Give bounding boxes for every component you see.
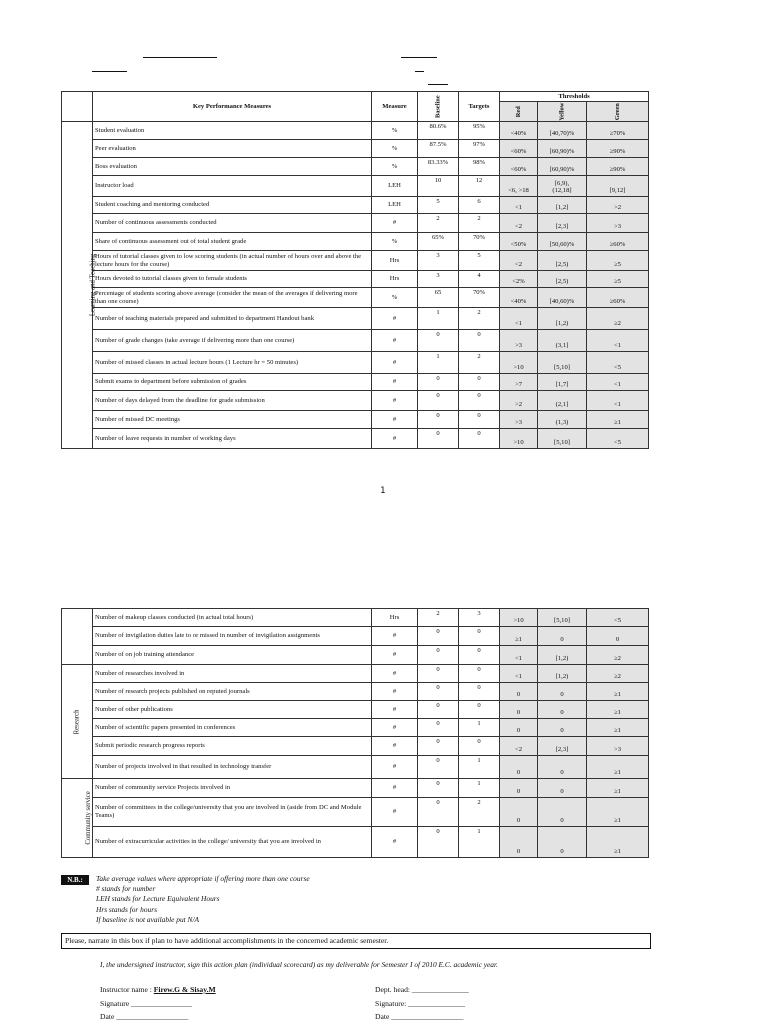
- target-cell: 2: [459, 214, 500, 233]
- yellow-threshold-cell: 0: [538, 701, 587, 719]
- kpm-cell: Number of days delayed from the deadline for grade submission: [93, 391, 372, 411]
- kpm-cell: Number of projects involved in that resulted in technology transfer: [93, 756, 372, 779]
- baseline-cell: 2: [418, 214, 459, 233]
- red-threshold-cell: >7: [500, 374, 538, 391]
- baseline-cell: 1: [418, 352, 459, 374]
- red-threshold-cell: <50%: [500, 233, 538, 251]
- measure-cell: %: [372, 122, 418, 140]
- measure-cell: #: [372, 683, 418, 701]
- red-threshold-cell: ≥1: [500, 627, 538, 646]
- green-threshold-cell: ≥90%: [587, 140, 649, 158]
- note-line: Take average values where appropriate if offering more than one course: [96, 874, 310, 883]
- kpm-cell: Number of makeup classes conducted (in actual total hours): [93, 609, 372, 627]
- category-text: Learning and Teaching: [89, 253, 97, 317]
- table-row: [62, 251, 649, 271]
- header-red: Red: [500, 102, 538, 122]
- kpm-cell: Number of missed classes in actual lecture hours (1 Lecture hr = 50 minutes): [93, 352, 372, 374]
- measure-cell: #: [372, 330, 418, 352]
- measure-cell: #: [372, 665, 418, 683]
- kpm-cell: Number of other publications: [93, 701, 372, 719]
- table-row: [62, 411, 649, 429]
- kpm-cell: Share of continuous assessment out of total student grade: [93, 233, 372, 251]
- green-threshold-cell: ≥5: [587, 271, 649, 288]
- target-cell: 0: [459, 701, 500, 719]
- measure-cell: #: [372, 798, 418, 827]
- baseline-cell: 0: [418, 627, 459, 646]
- kpi-table-page1: [61, 91, 649, 449]
- red-threshold-cell: >2: [500, 391, 538, 411]
- yellow-threshold-cell: [60,90)%: [538, 158, 587, 176]
- measure-cell: #: [372, 827, 418, 858]
- header-blank: [62, 92, 93, 122]
- dept-head-line: Dept. head: _______________: [375, 985, 469, 994]
- yellow-threshold-cell: [60,90)%: [538, 140, 587, 158]
- target-cell: 12: [459, 176, 500, 197]
- baseline-cell: 0: [418, 429, 459, 449]
- table-row: [62, 646, 649, 665]
- target-cell: 0: [459, 429, 500, 449]
- yellow-threshold-cell: [1,2): [538, 665, 587, 683]
- date-left: Date ___________________: [100, 1012, 189, 1021]
- red-threshold-cell: <1: [500, 646, 538, 665]
- green-threshold-cell: ≥2: [587, 665, 649, 683]
- yellow-threshold-cell: [40,60)%: [538, 288, 587, 308]
- green-threshold-cell: ≥60%: [587, 288, 649, 308]
- red-threshold-cell: <1: [500, 308, 538, 330]
- measure-cell: %: [372, 140, 418, 158]
- green-threshold-cell: >2: [587, 197, 649, 214]
- narrate-box[interactable]: Please, narrate in this box if plan to have additional accomplishments in the concerned academic semester.: [61, 933, 651, 949]
- yellow-threshold-cell: [40,70)%: [538, 122, 587, 140]
- green-threshold-cell: ≥1: [587, 756, 649, 779]
- table-row: [62, 665, 649, 683]
- yellow-threshold-cell: [5,10]: [538, 429, 587, 449]
- measure-cell: Hrs: [372, 271, 418, 288]
- note-line: If baseline is not available put N/A: [96, 914, 200, 924]
- table-row: [62, 122, 649, 140]
- red-threshold-cell: <1: [500, 665, 538, 683]
- target-cell: 5: [459, 251, 500, 271]
- baseline-cell: 2: [418, 609, 459, 627]
- kpm-cell: Number of community service Projects involved in: [93, 779, 372, 798]
- table-row: [62, 158, 649, 176]
- measure-cell: #: [372, 429, 418, 449]
- red-threshold-cell: <1: [500, 197, 538, 214]
- target-cell: 2: [459, 798, 500, 827]
- kpm-cell: Percentage of students scoring above average (consider the mean of the averages if delivering more than one course): [93, 288, 372, 308]
- baseline-cell: 0: [418, 779, 459, 798]
- yellow-threshold-cell: [1,2): [538, 646, 587, 665]
- declaration-text: I, the undersigned instructor, sign this action plan (individual scorecard) as my deliverable for Semester I of 2010 E.C. academic year.: [100, 960, 498, 969]
- red-threshold-cell: <60%: [500, 158, 538, 176]
- target-cell: 0: [459, 391, 500, 411]
- baseline-cell: 3: [418, 251, 459, 271]
- target-cell: 0: [459, 737, 500, 756]
- kpm-cell: Number of continuous assessments conducted: [93, 214, 372, 233]
- target-cell: 1: [459, 827, 500, 858]
- header-rule-5: [428, 84, 448, 85]
- yellow-threshold-cell: [5,10]: [538, 352, 587, 374]
- measure-cell: %: [372, 288, 418, 308]
- baseline-cell: 83.33%: [418, 158, 459, 176]
- table-row: [62, 756, 649, 779]
- baseline-cell: 0: [418, 411, 459, 429]
- target-cell: 3: [459, 609, 500, 627]
- green-threshold-cell: <5: [587, 429, 649, 449]
- kpm-cell: Number of scientific papers presented in conferences: [93, 719, 372, 737]
- measure-cell: #: [372, 737, 418, 756]
- target-cell: 6: [459, 197, 500, 214]
- table-row: [62, 233, 649, 251]
- category-text: Research: [73, 709, 81, 734]
- target-cell: 1: [459, 756, 500, 779]
- yellow-threshold-cell: [1,2]: [538, 197, 587, 214]
- target-cell: 0: [459, 330, 500, 352]
- header-rule-1: [143, 57, 217, 58]
- green-threshold-cell: <1: [587, 374, 649, 391]
- instructor-name: Firew.G & Sisay.M: [153, 985, 216, 994]
- category-label: [62, 665, 93, 779]
- measure-cell: #: [372, 701, 418, 719]
- yellow-threshold-cell: 0: [538, 756, 587, 779]
- yellow-threshold-cell: [2,5): [538, 271, 587, 288]
- kpm-cell: Submit periodic research progress reports: [93, 737, 372, 756]
- table-row: [62, 330, 649, 352]
- green-threshold-cell: ≥1: [587, 798, 649, 827]
- red-threshold-cell: 0: [500, 827, 538, 858]
- category-label: [62, 609, 93, 665]
- yellow-threshold-cell: 0: [538, 798, 587, 827]
- green-threshold-cell: <1: [587, 330, 649, 352]
- measure-cell: #: [372, 627, 418, 646]
- target-cell: 0: [459, 665, 500, 683]
- table-row: [62, 288, 649, 308]
- measure-cell: %: [372, 158, 418, 176]
- kpm-cell: Instructor load: [93, 176, 372, 197]
- baseline-cell: 0: [418, 374, 459, 391]
- table-row: [62, 779, 649, 798]
- kpm-cell: Number of grade changes (take average if delivering more than one course): [93, 330, 372, 352]
- header-rule-4: [415, 71, 424, 72]
- measure-cell: #: [372, 411, 418, 429]
- header-baseline: Baseline: [418, 92, 459, 122]
- header-rule-2: [401, 57, 437, 58]
- yellow-threshold-cell: [1,7]: [538, 374, 587, 391]
- yellow-threshold-cell: [5,10]: [538, 609, 587, 627]
- green-threshold-cell: ≥1: [587, 701, 649, 719]
- signature-right: Signature: _______________: [375, 999, 466, 1008]
- page-number: 1: [380, 486, 386, 496]
- red-threshold-cell: 0: [500, 719, 538, 737]
- yellow-threshold-cell: [50,60)%: [538, 233, 587, 251]
- table-row: [62, 798, 649, 827]
- header-thresholds: Thresholds: [500, 92, 649, 102]
- measure-cell: Hrs: [372, 251, 418, 271]
- table-row: [62, 374, 649, 391]
- green-threshold-cell: 0: [587, 627, 649, 646]
- kpm-cell: Number of researches involved in: [93, 665, 372, 683]
- target-cell: 97%: [459, 140, 500, 158]
- red-threshold-cell: >3: [500, 330, 538, 352]
- green-threshold-cell: ≥2: [587, 308, 649, 330]
- target-cell: 4: [459, 271, 500, 288]
- baseline-cell: 0: [418, 701, 459, 719]
- kpm-cell: Submit exams to department before submission of grades: [93, 374, 372, 391]
- table-row: [62, 429, 649, 449]
- signature-left: Signature ________________: [100, 999, 192, 1008]
- date-right: Date ___________________: [375, 1012, 464, 1021]
- table-row: [62, 214, 649, 233]
- target-cell: 2: [459, 352, 500, 374]
- kpm-cell: Number of leave requests in number of working days: [93, 429, 372, 449]
- kpm-cell: Boss evaluation: [93, 158, 372, 176]
- target-cell: 0: [459, 374, 500, 391]
- kpm-cell: Student coaching and mentoring conducted: [93, 197, 372, 214]
- kpm-cell: Number of on job training attendance: [93, 646, 372, 665]
- green-threshold-cell: <1: [587, 391, 649, 411]
- table-row: [62, 308, 649, 330]
- header-measure: Measure: [372, 92, 418, 122]
- red-threshold-cell: <2: [500, 251, 538, 271]
- target-cell: 70%: [459, 233, 500, 251]
- kpi-table-page2: [61, 608, 649, 858]
- note-line: LEH stands for Lecture Equivalent Hours: [96, 894, 220, 904]
- instructor-label: Instructor name :: [100, 985, 152, 994]
- yellow-threshold-cell: [2,3]: [538, 737, 587, 756]
- measure-cell: #: [372, 352, 418, 374]
- yellow-threshold-cell: [2,5): [538, 251, 587, 271]
- baseline-cell: 0: [418, 330, 459, 352]
- red-threshold-cell: 0: [500, 756, 538, 779]
- baseline-cell: 10: [418, 176, 459, 197]
- baseline-cell: 0: [418, 646, 459, 665]
- instructor-name-line: [100, 985, 216, 994]
- baseline-cell: 5: [418, 197, 459, 214]
- green-threshold-cell: ≥1: [587, 411, 649, 429]
- kpm-cell: Hours of tutorial classes given to low scoring students (in actual number of hours over and above the lecture hours for the course): [93, 251, 372, 271]
- kpm-cell: Number of committees in the college/university that you are involved in (aside from DC and Module Teams): [93, 798, 372, 827]
- baseline-cell: 0: [418, 798, 459, 827]
- table-row: [62, 737, 649, 756]
- red-threshold-cell: <2: [500, 214, 538, 233]
- nb-label: N.B.:: [61, 875, 89, 885]
- baseline-cell: 65: [418, 288, 459, 308]
- table-row: [62, 271, 649, 288]
- baseline-cell: 0: [418, 756, 459, 779]
- green-threshold-cell: ≥1: [587, 683, 649, 701]
- red-threshold-cell: <2%: [500, 271, 538, 288]
- red-threshold-cell: 0: [500, 683, 538, 701]
- notes-block: [96, 874, 310, 925]
- green-threshold-cell: ≥70%: [587, 122, 649, 140]
- green-threshold-cell: ≥90%: [587, 158, 649, 176]
- red-threshold-cell: 0: [500, 779, 538, 798]
- table-row: [62, 683, 649, 701]
- target-cell: 1: [459, 719, 500, 737]
- kpm-cell: Hours devoted to tutorial classes given to female students: [93, 271, 372, 288]
- green-threshold-cell: [9,12]: [587, 176, 649, 197]
- table-row: [62, 352, 649, 374]
- baseline-cell: 3: [418, 271, 459, 288]
- measure-cell: LEH: [372, 176, 418, 197]
- yellow-threshold-cell: (1,3): [538, 411, 587, 429]
- baseline-cell: 0: [418, 827, 459, 858]
- measure-cell: #: [372, 779, 418, 798]
- green-threshold-cell: <5: [587, 609, 649, 627]
- red-threshold-cell: <40%: [500, 288, 538, 308]
- category-text: Community service: [84, 791, 92, 845]
- red-threshold-cell: <2: [500, 737, 538, 756]
- category-label: [62, 122, 97, 449]
- baseline-cell: 87.5%: [418, 140, 459, 158]
- target-cell: 98%: [459, 158, 500, 176]
- green-threshold-cell: ≥5: [587, 251, 649, 271]
- baseline-cell: 65%: [418, 233, 459, 251]
- kpm-cell: Number of teaching materials prepared and submitted to department Handout bank: [93, 308, 372, 330]
- yellow-threshold-cell: 0: [538, 827, 587, 858]
- category-label: [62, 779, 93, 858]
- green-threshold-cell: >3: [587, 737, 649, 756]
- baseline-cell: 0: [418, 391, 459, 411]
- yellow-threshold-cell: 0: [538, 719, 587, 737]
- target-cell: 2: [459, 308, 500, 330]
- table-row: [62, 197, 649, 214]
- table-row: [62, 609, 649, 627]
- yellow-threshold-cell: [2,3]: [538, 214, 587, 233]
- green-threshold-cell: <5: [587, 352, 649, 374]
- yellow-threshold-cell: [6,9), (12,18]: [538, 176, 587, 197]
- measure-cell: #: [372, 308, 418, 330]
- header-green: Green: [587, 102, 649, 122]
- measure-cell: #: [372, 756, 418, 779]
- header-kpm: Key Performance Measures: [93, 92, 372, 122]
- table-row: [62, 701, 649, 719]
- green-threshold-cell: ≥60%: [587, 233, 649, 251]
- kpm-cell: Number of research projects published on reputed journals: [93, 683, 372, 701]
- red-threshold-cell: >10: [500, 429, 538, 449]
- red-threshold-cell: 0: [500, 701, 538, 719]
- red-threshold-cell: <6, >18: [500, 176, 538, 197]
- measure-cell: #: [372, 374, 418, 391]
- green-threshold-cell: ≥2: [587, 646, 649, 665]
- kpm-cell: Number of extracurricular activities in the college/ university that you are involved in: [93, 827, 372, 858]
- table-row: [62, 176, 649, 197]
- yellow-threshold-cell: 0: [538, 779, 587, 798]
- target-cell: 1: [459, 779, 500, 798]
- target-cell: 0: [459, 683, 500, 701]
- red-threshold-cell: >10: [500, 352, 538, 374]
- header-yellow: Yellow: [538, 102, 587, 122]
- kpm-cell: Student evaluation: [93, 122, 372, 140]
- red-threshold-cell: <60%: [500, 140, 538, 158]
- table-row: [62, 140, 649, 158]
- kpm-cell: Number of missed DC meetings: [93, 411, 372, 429]
- measure-cell: Hrs: [372, 609, 418, 627]
- note-line: Hrs stands for hours: [96, 904, 157, 914]
- target-cell: 0: [459, 646, 500, 665]
- measure-cell: #: [372, 646, 418, 665]
- red-threshold-cell: >3: [500, 411, 538, 429]
- measure-cell: LEH: [372, 197, 418, 214]
- note-line: # stands for number: [96, 884, 156, 894]
- target-cell: 0: [459, 627, 500, 646]
- yellow-threshold-cell: 0: [538, 683, 587, 701]
- table-row: [62, 391, 649, 411]
- header-targets: Targets: [459, 92, 500, 122]
- kpm-cell: Peer evaluation: [93, 140, 372, 158]
- measure-cell: #: [372, 391, 418, 411]
- table-row: [62, 627, 649, 646]
- baseline-cell: 1: [418, 308, 459, 330]
- baseline-cell: 0: [418, 737, 459, 756]
- yellow-threshold-cell: (3,1]: [538, 330, 587, 352]
- table-row: [62, 827, 649, 858]
- red-threshold-cell: <40%: [500, 122, 538, 140]
- yellow-threshold-cell: [1,2): [538, 308, 587, 330]
- table-row: [62, 719, 649, 737]
- red-threshold-cell: 0: [500, 798, 538, 827]
- red-threshold-cell: >10: [500, 609, 538, 627]
- yellow-threshold-cell: (2,1]: [538, 391, 587, 411]
- kpm-cell: Number of invigilation duties late to or missed in number of invigilation assignments: [93, 627, 372, 646]
- green-threshold-cell: ≥1: [587, 719, 649, 737]
- green-threshold-cell: ≥1: [587, 779, 649, 798]
- target-cell: 70%: [459, 288, 500, 308]
- yellow-threshold-cell: 0: [538, 627, 587, 646]
- measure-cell: #: [372, 719, 418, 737]
- green-threshold-cell: ≥1: [587, 827, 649, 858]
- green-threshold-cell: >3: [587, 214, 649, 233]
- measure-cell: %: [372, 233, 418, 251]
- measure-cell: #: [372, 214, 418, 233]
- target-cell: 0: [459, 411, 500, 429]
- baseline-cell: 80.6%: [418, 122, 459, 140]
- header-rule-3: [92, 71, 127, 72]
- baseline-cell: 0: [418, 665, 459, 683]
- baseline-cell: 0: [418, 719, 459, 737]
- target-cell: 95%: [459, 122, 500, 140]
- baseline-cell: 0: [418, 683, 459, 701]
